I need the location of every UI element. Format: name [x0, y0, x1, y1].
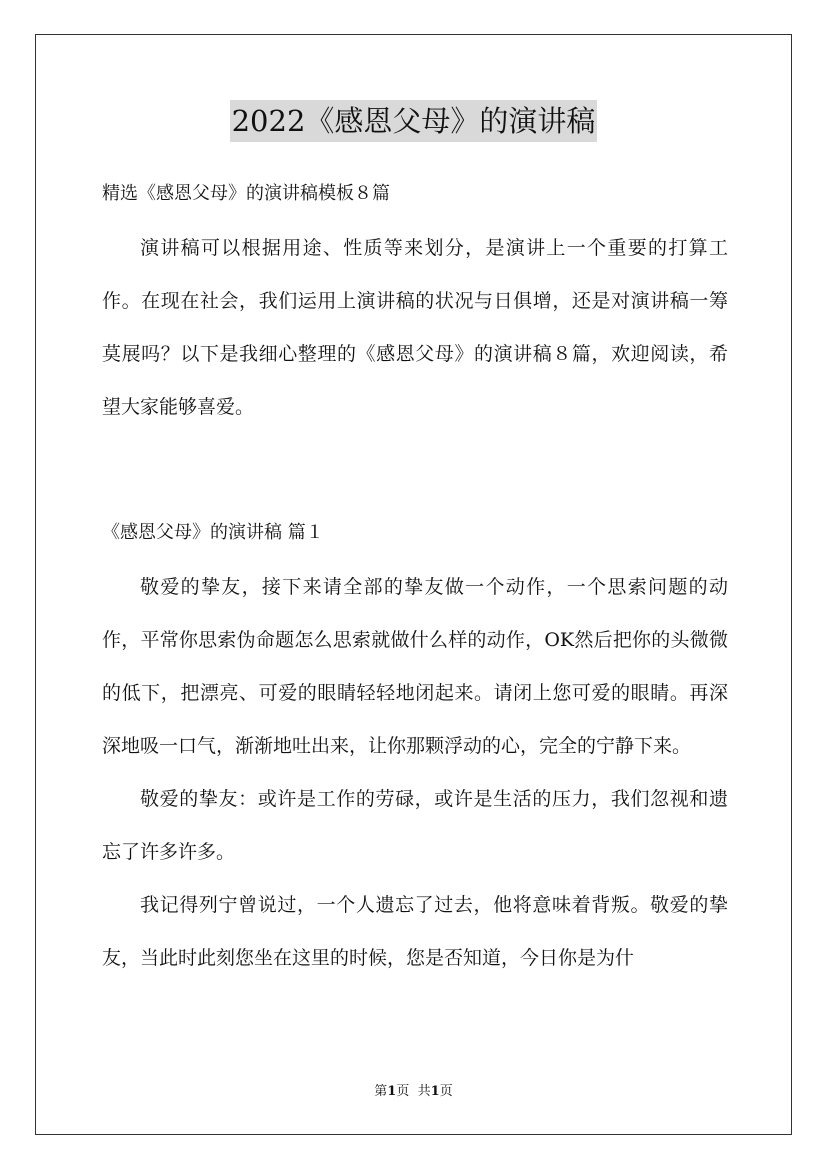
title-container: [0, 100, 827, 142]
footer-total-pages: 1: [430, 1084, 440, 1099]
document-title: 2022《感恩父母》的演讲稿: [230, 100, 598, 142]
footer-page-suffix: 页: [396, 1084, 410, 1099]
body-paragraph-1: 敬爱的挚友，接下来请全部的挚友做一个动作，一个思索问题的动作，平常你思索伪命题怎么思索就做什么样的动作，OK然后把你的头微微的低下，把漂亮、可爱的眼睛轻轻地闭起来。请闭上您可爱的眼睛。再深深地吸一口气，渐渐地吐出来，让你那颗浮动的心，完全的宁静下来。: [102, 576, 728, 757]
intro-paragraph: 演讲稿可以根据用途、性质等来划分，是演讲上一个重要的打算工作。在现在社会，我们运用上演讲稿的状况与日俱增，还是对演讲稿一筹莫展吗？以下是我细心整理的《感恩父母》的演讲稿８篇，欢迎阅读，希望大家能够喜爱。: [102, 237, 728, 418]
body-paragraph-3: 我记得列宁曾说过，一个人遗忘了过去，他将意味着背叛。敬爱的挚友，当此时此刻您坐在这里的时候，您是否知道，今日你是为什: [102, 894, 728, 969]
document-subtitle: 精选《感恩父母》的演讲稿模板８篇: [102, 183, 390, 204]
body-paragraph-2: 敬爱的挚友：或许是工作的劳碌，或许是生活的压力，我们忽视和遗忘了许多许多。: [102, 788, 728, 863]
document-body: [102, 172, 728, 985]
footer-total-prefix: 共: [417, 1084, 431, 1099]
footer-page-prefix: 第: [374, 1084, 388, 1099]
section-heading: 《感恩父母》的演讲稿 篇１: [102, 522, 324, 543]
footer-page-number: 1: [387, 1084, 397, 1099]
footer-total-suffix: 页: [439, 1084, 453, 1099]
page-footer: [0, 1083, 827, 1101]
